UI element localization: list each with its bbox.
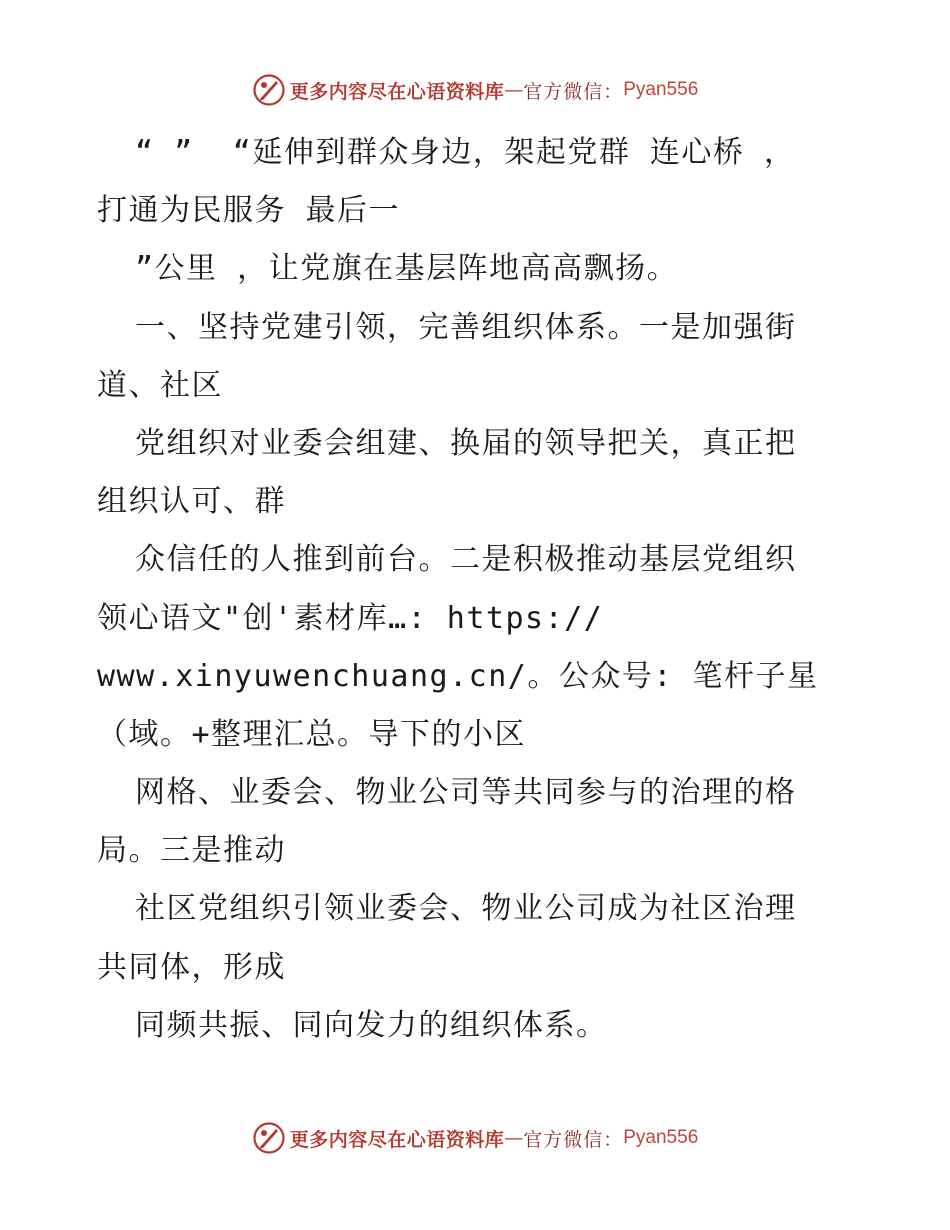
document-body — [97, 124, 867, 1055]
text-line: 领心语文"创'素材库…: https:// — [97, 600, 604, 636]
watermark-main-text: 更多内容尽在心语资料库 — [289, 80, 505, 103]
text-line: 党组织对业委会组建、换届的领导把关，真正把 — [135, 425, 797, 461]
text-line: 道、社区 — [97, 367, 223, 403]
text-line: 社区党组织引领业委会、物业公司成为社区治理 — [135, 891, 797, 927]
footer-watermark — [0, 1118, 950, 1158]
text-line: ”公里 ，让党旗在基层阵地高高飘扬。 — [135, 251, 679, 287]
text-line: 网格、业委会、物业公司等共同参与的治理的格 — [135, 775, 797, 811]
text-line: 一、坚持党建引领，完善组织体系。一是加强街 — [135, 309, 797, 345]
quill-pen-logo-icon — [252, 1121, 286, 1155]
text-line: “ ” “延伸到群众身边，架起党群 连心桥 ， — [135, 135, 796, 170]
text-line: 组织认可、群 — [97, 484, 286, 520]
watermark-wechat-id: Pyan556 — [623, 1127, 699, 1148]
text-line: 打通为民服务 最后一 — [97, 193, 401, 229]
watermark-wechat-label: 官方微信： — [523, 80, 624, 103]
text-line: 同频共振、同向发力的组织体系。 — [135, 1007, 608, 1043]
watermark-dash: — — [504, 79, 524, 101]
watermark-dash: — — [504, 1127, 524, 1149]
text-line: 共同体，形成 — [97, 949, 286, 985]
text-line: www.xinyuwenchuang.cn/。公众号: 笔杆子星 — [97, 658, 819, 694]
watermark-wechat-id: Pyan556 — [623, 79, 699, 100]
header-watermark — [0, 70, 950, 110]
text-line: （域。+整理汇总。导下的小区 — [97, 716, 527, 752]
watermark-wechat-label: 官方微信： — [523, 1128, 624, 1151]
watermark-main-text: 更多内容尽在心语资料库 — [289, 1128, 505, 1151]
quill-pen-logo-icon — [252, 73, 286, 107]
text-line: 众信任的人推到前台。二是积极推动基层党组织 — [135, 542, 797, 578]
text-line: 局。三是推动 — [97, 833, 286, 869]
